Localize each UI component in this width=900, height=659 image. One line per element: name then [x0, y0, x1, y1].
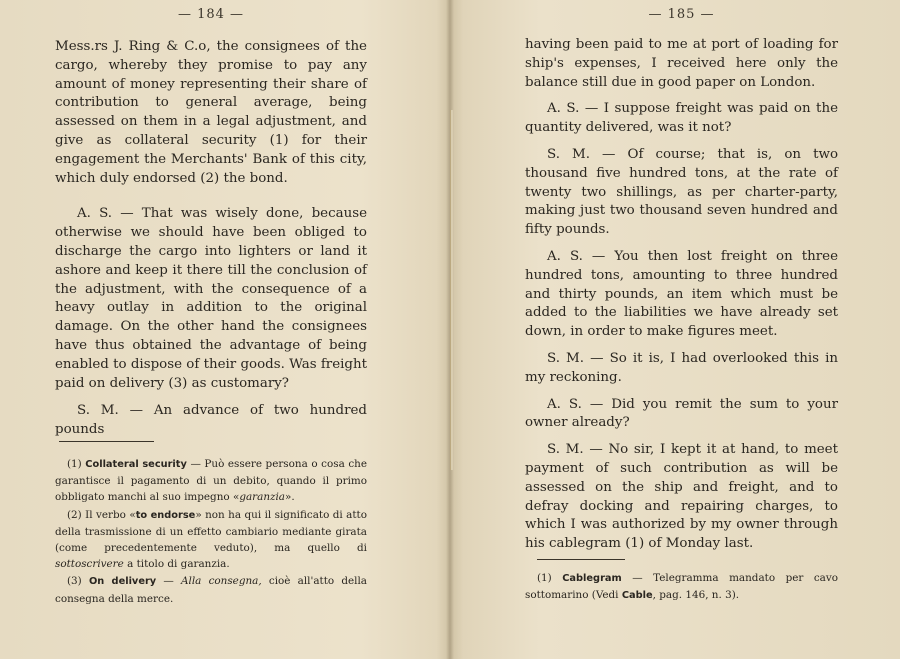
footnote-rule [59, 441, 154, 442]
paragraph: S. M. — An advance of two hundred pounds [55, 403, 367, 438]
footnote: (3) On delivery — Alla consegna, cioè all'atto della consegna della merce. [55, 575, 367, 605]
paragraph: A. S. — That was wisely done, because otherwise we should have been obliged to discharge the cargo into lighters or land it ashore and keep it there till the conclusion of the adjustment, with the consequence of a heavy outlay in addition to the original damage. On the other hand the consignees have thus obtained the advantage of being enabled to dispose of their goods. Was freight paid on delivery (3) as customary? [55, 206, 367, 391]
paragraph: S. M. — So it is, I had overlooked this in my reckoning. [525, 350, 838, 385]
paragraph: A. S. — You then lost freight on three hundred tons, amounting to three hundred and thirty pounds, an item which must be added to the liabilities we have already set down, in order to make figures meet. [525, 248, 838, 340]
footnote: (2) Il verbo «to endorse» non ha qui il significato di atto della trasmissione di un effetto cambiario mediante girata (come precedentemente veduto), ma quello di sottoscrivere a titolo di garanzia. [55, 508, 367, 571]
left-footnotes [55, 456, 367, 607]
footnote-rule [537, 559, 625, 560]
footnote: (1) Cablegram — Telegramma mandato per cavo sottomarino (Vedi Cable, pag. 146, n. 3). [525, 572, 838, 602]
paragraph: Mess.rs J. Ring & C.o, the consignees of the cargo, whereby they promise to pay any amount of money representing their share of contribution to general average, being assessed on them in a legal adjustment, and give as collateral security (1) for their engagement the Merchants' Bank of this city, which duly endorsed (2) the bond. [55, 39, 367, 186]
left-page-body [55, 38, 367, 440]
right-page-body [525, 36, 838, 554]
paragraph: S. M. — Of course; that is, on two thousand five hundred tons, at the rate of twenty two shillings, as per charter-party, making just two thousand seven hundred and fifty pounds. [525, 146, 838, 238]
right-footnotes [525, 570, 838, 604]
paragraph: A. S. — I suppose freight was paid on the quantity delivered, was it not? [525, 101, 838, 136]
page-number-right: — 185 — [648, 7, 715, 22]
left-page [55, 0, 367, 659]
paragraph: having been paid to me at port of loading for ship's expenses, I received here only the balance still due in good paper on London. [525, 37, 838, 90]
binding-thread [450, 110, 453, 470]
right-page [525, 0, 838, 659]
paragraph: A. S. — Did you remit the sum to your owner already? [525, 396, 838, 431]
page-number-left: — 184 — [177, 7, 245, 22]
footnote: (1) Collateral security — Può essere persona o cosa che garantisce il pagamento di un debito, quando il primo obbligato manchi al suo impegno «garanzia». [55, 458, 367, 504]
paragraph: S. M. — No sir, I kept it at hand, to meet payment of such contribution as will be assessed on the ship and freight, and to defray docking and repairing charges, to which I was authorized by my owner through his cablegram (1) of Monday last. [525, 442, 838, 552]
